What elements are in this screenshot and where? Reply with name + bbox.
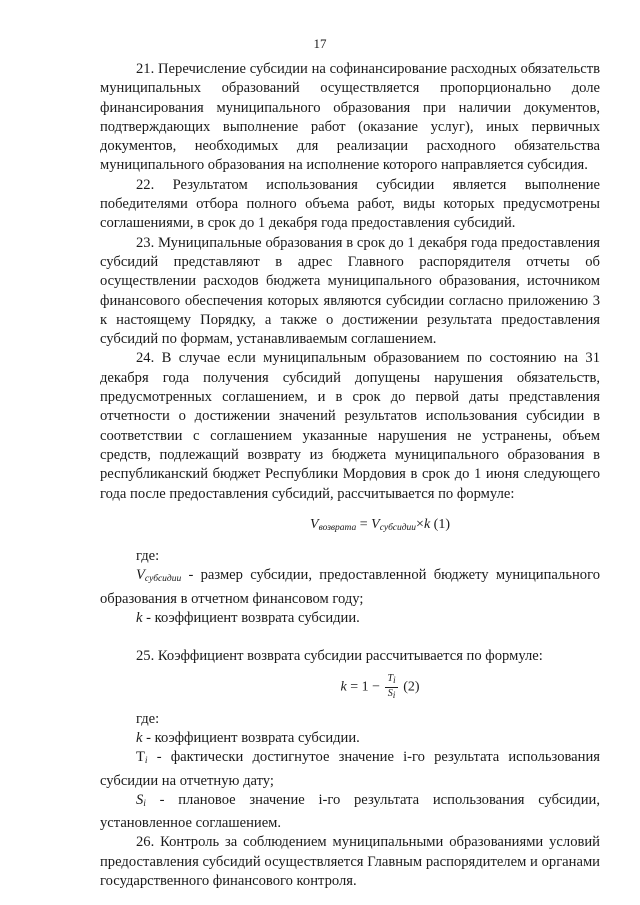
denominator-sub: i [392, 690, 396, 701]
paragraph-24: 24. В случае если муниципальным образованием по состоянию на 31 декабря года получения субсидий допущены нарушения обязательств, предусмотренных соглашением, и в срок до первой даты представления отчетности о достижении значений результатов использования субсидии в соответствии с соглашением указанные нарушения не устранены, объем средств, подлежащий возврату из бюджета муниципального образования в республиканский бюджет Республики Мордовия в срок до 1 июня следующего года после предоставления субсидий, рассчитывается по формуле: [100, 350, 600, 502]
k-symbol-2: k [136, 729, 143, 746]
page-number: 17 [313, 36, 327, 51]
fraction-numerator [385, 673, 397, 688]
denominator-symbol: S [387, 687, 393, 699]
formula-1-rhs-sub: субсидии [379, 522, 417, 533]
s-symbol: S [136, 791, 144, 808]
where-label-2: где: [136, 710, 160, 727]
k-definition-text: - коэффициент возврата субсидии. [142, 610, 360, 627]
where-label-1: где: [136, 548, 160, 565]
paragraph-23: 23. Муниципальные образования в срок до 1 декабря года предоставления субсидий представляют в адрес Главного распорядителя отчеты об осуществлении расходов бюджета муниципального образования, источником финансового обеспечения которых являются субсидии согласно приложению 3 к настоящему Порядку, а также о достижении результата предоставления субсидий по формам, устанавливаемым соглашением. [100, 234, 600, 348]
t-symbol: T [136, 749, 145, 766]
formula-1-eq: = [356, 516, 372, 532]
t-symbol-sub: i [144, 756, 148, 767]
k-symbol: k [136, 610, 143, 627]
s-definition-text: - плановое значение i-го результата использования субсидии, установленное соглашением. [100, 791, 600, 832]
definition-k-2 [100, 729, 600, 748]
paragraph-26: 26. Контроль за соблюдением муниципальными образованиями условий предоставления субсидий осуществляется Главным распорядителем и органами государственного финансового контроля. [100, 834, 600, 889]
formula-1-number: (1) [430, 516, 450, 532]
formula-1-lhs: V [310, 516, 319, 532]
definition-t [100, 748, 600, 791]
formula-1-rhs: V [371, 516, 380, 532]
formula-2-eq: = 1 − [346, 679, 384, 695]
spacer [100, 628, 600, 647]
formula-2-fraction [385, 673, 397, 702]
definition-s [100, 791, 600, 834]
s-symbol-sub: i [143, 798, 146, 809]
v-symbol-sub: субсидии [144, 574, 182, 585]
definition-k-1 [100, 609, 600, 628]
v-symbol: V [136, 567, 145, 584]
paragraph-21: 21. Перечисление субсидии на софинансирование расходных обязательств муниципальных образований осуществляется пропорционально доле финансирования муниципального образования при наличии документов, подтверждающих выполнение работ (оказание услуг), иных первичных документов, необходимых для реализации расходного обязательства муниципального образования на исполнение которого направляется субсидия. [100, 61, 600, 174]
paragraph-25: 25. Коэффициент возврата субсидии рассчитывается по формуле: [136, 648, 543, 665]
k-definition-text-2: - коэффициент возврата субсидии. [142, 729, 360, 746]
numerator-sub: i [393, 675, 396, 686]
formula-2-lhs: k [340, 679, 347, 695]
numerator-symbol: T [387, 672, 394, 684]
formula-2-number: (2) [399, 679, 420, 695]
document-body [100, 60, 600, 891]
v-definition-text: - размер субсидии, предоставленной бюджету муниципального образования в отчетном финансовом году; [100, 567, 600, 607]
formula-1 [100, 504, 600, 547]
paragraph-22: 22. Результатом использования субсидии является выполнение победителями отбора полного объема работ, виды которых предусмотрены соглашениями, в срок до 1 декабря года предоставления субсидий. [100, 176, 600, 232]
formula-2 [100, 667, 600, 710]
fraction-denominator [385, 688, 397, 702]
formula-1-k: k [423, 516, 431, 532]
formula-1-times: × [416, 516, 424, 532]
definition-v-subsidy [100, 566, 600, 609]
t-definition-text: - фактически достигнутое значение i-го результата использования субсидии на отчетную дату; [100, 749, 600, 789]
formula-1-lhs-sub: возврата [318, 522, 357, 533]
